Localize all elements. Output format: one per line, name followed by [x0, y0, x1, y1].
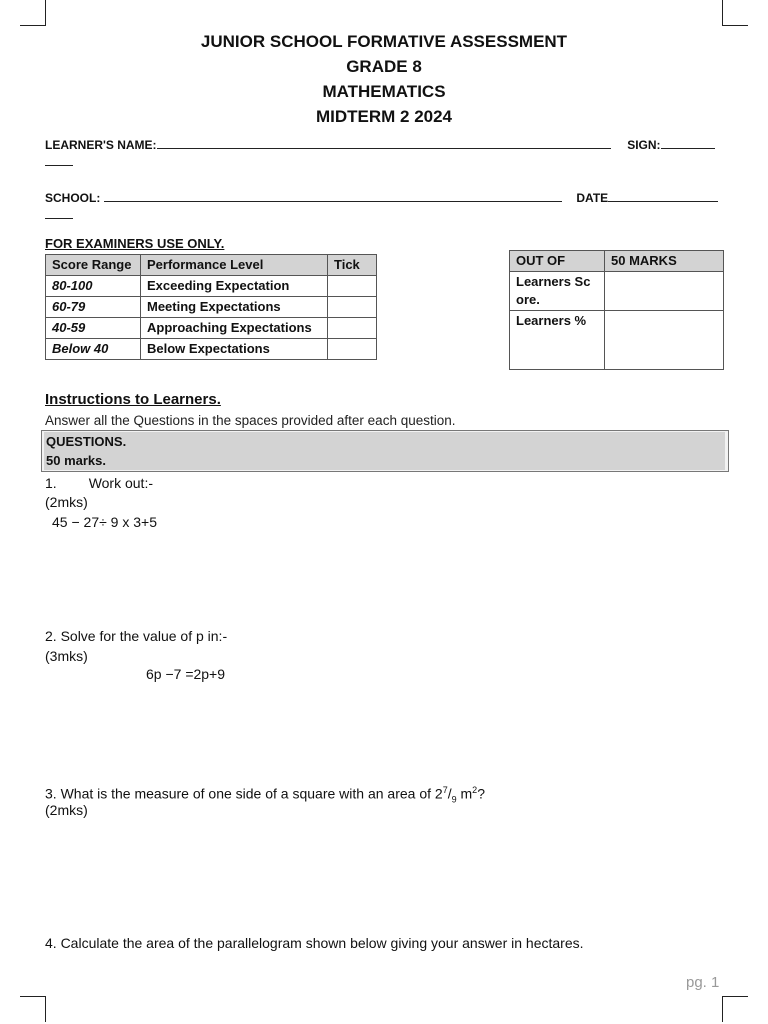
- tick-cell[interactable]: [328, 318, 377, 339]
- marks-label: 50 MARKS: [605, 251, 724, 272]
- performance-level-cell: Below Expectations: [141, 339, 328, 360]
- learner-name-field[interactable]: [157, 136, 611, 149]
- question-1-expression: 45 − 27÷ 9 x 3+5: [52, 514, 157, 530]
- learners-percent-cell[interactable]: [605, 311, 724, 370]
- question-2-text: 2. Solve for the value of p in:-: [45, 628, 228, 644]
- learners-score-label: Learners Score.: [510, 272, 605, 311]
- table-row: [46, 318, 377, 339]
- tick-cell[interactable]: [328, 297, 377, 318]
- tick-cell[interactable]: [328, 276, 377, 297]
- score-table: [509, 250, 724, 370]
- table-row: [46, 276, 377, 297]
- question-3-text: 3. What is the measure of one side of a square with an area of $2^7/_9$ $m^2$?: [45, 785, 485, 805]
- question-3-end: ?: [477, 785, 485, 802]
- question-1: [45, 474, 153, 493]
- question-2-marks: (3mks): [45, 648, 88, 664]
- school-label: SCHOOL:: [45, 191, 101, 205]
- date-field-continuation: [45, 218, 73, 219]
- header-performance-level: Performance Level: [141, 255, 328, 276]
- date-field[interactable]: [608, 189, 718, 202]
- table-row: [46, 297, 377, 318]
- question-1-number: 1.: [45, 475, 57, 491]
- school-row: [45, 189, 725, 205]
- examiners-label: FOR EXAMINERS USE ONLY.: [45, 236, 225, 251]
- question-1-text: Work out:-: [88, 475, 153, 491]
- date-label: DATE: [576, 191, 609, 205]
- unit: m: [456, 785, 473, 802]
- score-range-cell: 60-79: [46, 297, 141, 318]
- performance-table: [45, 254, 377, 360]
- page-number: pg. 1: [686, 974, 720, 991]
- table-row: [46, 339, 377, 360]
- question-3-main: 3. What is the measure of one side of a square with an area of 2: [45, 785, 443, 802]
- header-line-3: MATHEMATICS: [322, 82, 446, 101]
- sign-field-continuation: [45, 165, 73, 166]
- performance-level-cell: Exceeding Expectation: [141, 276, 328, 297]
- question-1-marks: (2mks): [45, 494, 88, 510]
- sign-label: SIGN:: [627, 138, 661, 152]
- out-of-label: OUT OF: [510, 251, 605, 272]
- instructions-text: Answer all the Questions in the spaces provided after each question.: [45, 413, 456, 428]
- tick-cell[interactable]: [328, 339, 377, 360]
- score-range-cell: Below 40: [46, 339, 141, 360]
- header-score-range: Score Range: [46, 255, 141, 276]
- score-range-cell: 80-100: [46, 276, 141, 297]
- instructions-heading: Instructions to Learners.: [45, 391, 221, 408]
- questions-box: [41, 430, 729, 472]
- unit-exponent: 2: [472, 785, 478, 795]
- learners-percent-label: Learners %: [510, 311, 605, 370]
- questions-marks: 50 marks.: [44, 451, 725, 470]
- header-tick: Tick: [328, 255, 377, 276]
- fraction-numerator: 7: [442, 785, 448, 795]
- score-range-cell: 40-59: [46, 318, 141, 339]
- sign-field[interactable]: [661, 136, 715, 149]
- header-line-2: GRADE 8: [346, 57, 422, 76]
- question-2-expression: 6p −7 =2p+9: [146, 666, 226, 682]
- question-3-marks: (2mks): [45, 802, 88, 818]
- school-field[interactable]: [104, 189, 562, 202]
- header-line-1: JUNIOR SCHOOL FORMATIVE ASSESSMENT: [200, 32, 568, 51]
- questions-title: QUESTIONS.: [44, 432, 725, 451]
- header-line-4: MIDTERM 2 2024: [315, 107, 453, 126]
- fraction-denominator: 9: [451, 794, 457, 805]
- learner-name-label: LEARNER'S NAME:: [45, 138, 157, 152]
- learner-name-row: [45, 136, 725, 152]
- question-4-text: 4. Calculate the area of the parallelogram shown below giving your answer in hectares.: [45, 935, 584, 951]
- performance-level-cell: Meeting Expectations: [141, 297, 328, 318]
- learners-score-cell[interactable]: [605, 272, 724, 311]
- performance-level-cell: Approaching Expectations: [141, 318, 328, 339]
